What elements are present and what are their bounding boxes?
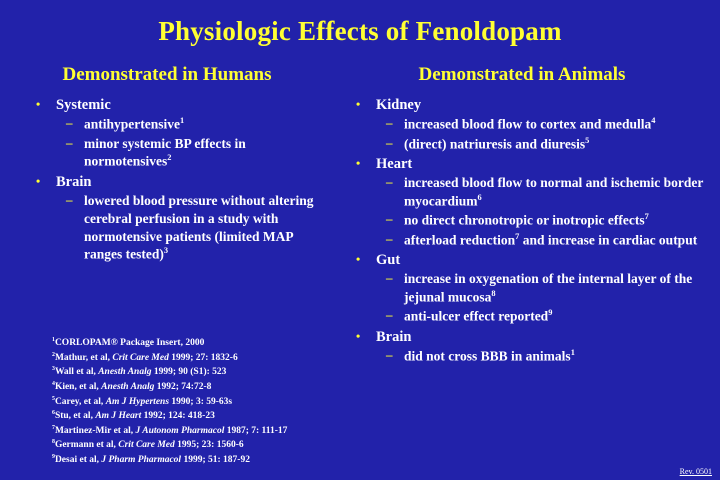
sub-bullet-text: no direct chronotropic or inotropic effects (404, 212, 645, 228)
reference-superscript: 3 (163, 246, 169, 256)
bullet-label: Heart (376, 155, 413, 172)
reference-citation: 1990; 3: 59-63s (169, 396, 233, 407)
bullet-label: Brain (376, 328, 412, 345)
reference-citation: 1999; 90 (S1): 523 (151, 367, 227, 378)
sub-bullet-marker-icon: – (386, 270, 393, 286)
page-title: Physiologic Effects of Fenoldopam (158, 16, 562, 46)
bullet-label: Brain (56, 173, 92, 190)
reference-superscript: 6 (477, 193, 482, 202)
reference-number: 5 (52, 395, 55, 402)
bullet-marker-icon: • (356, 97, 361, 111)
reference-entry (52, 365, 332, 380)
reference-number: 1 (52, 337, 55, 343)
reference-entry (52, 380, 332, 395)
sub-bullet-item (376, 231, 712, 249)
sub-bullet-item (376, 270, 712, 306)
bullet-item (12, 96, 332, 171)
sub-bullet-list (376, 347, 712, 365)
sub-bullet-marker-icon: – (386, 346, 393, 362)
sub-bullet-item (376, 307, 712, 325)
reference-journal: J Autonom Pharmacol (135, 426, 225, 436)
sub-bullet-marker-icon: – (386, 230, 393, 246)
reference-citation: 1992; 124: 418-23 (141, 411, 215, 422)
sub-bullet-marker-icon: – (386, 307, 393, 323)
sub-bullet-text-tail: and increase in cardiac output (519, 232, 698, 248)
sub-bullet-list (376, 174, 712, 249)
reference-authors: Desai et al, (54, 455, 102, 466)
sub-bullet-item (376, 211, 712, 229)
sub-bullet-marker-icon: – (66, 192, 73, 207)
sub-bullet-text: increase in oxygenation of the internal layer of the jejunal mucosa (404, 271, 693, 305)
sub-bullet-text: lowered blood pressure without altering cerebral perfusion in a study with normotensive patients (limited MAP ranges tested) (84, 193, 314, 262)
column-humans (12, 64, 332, 266)
sub-bullet-item (376, 347, 712, 365)
bullet-marker-icon: • (356, 155, 361, 170)
reference-entry (52, 336, 332, 351)
reference-superscript: 5 (585, 135, 590, 145)
reference-authors: Carey, et al, (54, 396, 106, 407)
reference-superscript: 1 (180, 116, 185, 126)
reference-superscript: 8 (491, 289, 496, 299)
reference-superscript: 9 (548, 308, 553, 318)
sub-bullet-text: increased blood flow to cortex and medulla (404, 116, 652, 132)
reference-number: 8 (52, 439, 55, 446)
reference-number: 9 (52, 454, 55, 461)
reference-authors: Martinez-Mir et al, (54, 426, 136, 436)
reference-journal: J Pharm Pharmacol (101, 455, 182, 466)
sub-bullet-marker-icon: – (386, 211, 393, 227)
sub-bullet-text: did not cross BBB in animals (404, 348, 571, 364)
bullet-marker-icon: • (356, 251, 361, 266)
bullet-item (332, 251, 712, 326)
sub-bullet-text: antihypertensive (84, 116, 180, 132)
bullet-item (12, 173, 332, 264)
reference-entry (52, 453, 332, 468)
sub-bullet-marker-icon: – (386, 115, 393, 131)
reference-number: 6 (52, 410, 55, 417)
reference-citation: 1999; 51: 187-92 (181, 455, 250, 466)
column-heading-animals: Demonstrated in Animals (418, 64, 626, 85)
reference-authors: CORLOPAM® Package Insert, 2000 (54, 338, 205, 349)
reference-journal: Crit Care Med (112, 352, 169, 363)
bullet-item (332, 155, 712, 249)
reference-journal: Crit Care Med (118, 440, 175, 451)
reference-superscript: 4 (651, 116, 656, 126)
reference-superscript: 2 (167, 153, 172, 163)
reference-entry (52, 438, 332, 453)
sub-bullet-marker-icon: – (386, 174, 393, 190)
reference-authors: Germann et al, (54, 440, 119, 451)
sub-bullet-item (376, 135, 712, 153)
bullet-item (332, 328, 712, 366)
reference-citation: 1999; 27: 1832-6 (168, 352, 238, 363)
reference-citation: 1992; 74:72-8 (154, 382, 212, 393)
reference-authors: Kien, et al, (54, 382, 102, 393)
sub-bullet-list (376, 115, 712, 153)
sub-bullet-text: increased blood flow to normal and ischemic border myocardium (404, 175, 704, 209)
references-list (52, 336, 332, 468)
bullet-item (332, 96, 712, 153)
column-heading-humans: Demonstrated in Humans (62, 64, 272, 85)
bullet-label: Kidney (376, 97, 422, 113)
reference-entry (52, 424, 332, 439)
sub-bullet-text: afterload reduction (404, 232, 516, 248)
sub-bullet-list (56, 115, 332, 170)
reference-entry (52, 395, 332, 410)
sub-bullet-text: anti-ulcer effect reported (404, 308, 549, 324)
bullet-list-humans (12, 96, 332, 264)
sub-bullet-item (376, 115, 712, 133)
sub-bullet-item (56, 192, 332, 264)
reference-entry (52, 351, 332, 366)
reference-journal: Am J Heart (95, 411, 142, 422)
bullet-marker-icon: • (356, 328, 361, 343)
sub-bullet-item (56, 115, 332, 133)
reference-journal: Anesth Analg (101, 382, 155, 393)
bullet-marker-icon: • (36, 97, 41, 111)
sub-bullet-list (56, 192, 332, 264)
sub-bullet-item (376, 174, 712, 210)
sub-bullet-marker-icon: – (386, 134, 393, 150)
reference-citation: 1995; 23: 1560-6 (174, 440, 244, 451)
sub-bullet-item (56, 135, 332, 171)
reference-authors: Mathur, et al, (54, 352, 113, 363)
bullet-list-animals (332, 96, 712, 365)
reference-entry (52, 409, 332, 424)
bullet-label: Gut (376, 251, 401, 268)
reference-authors: Wall et al, (54, 367, 99, 378)
reference-superscript: 7 (644, 212, 649, 222)
revision-label: Rev. 0501 (679, 467, 712, 476)
sub-bullet-text: minor systemic BP effects in normotensives (84, 135, 246, 169)
reference-superscript: 7 (515, 231, 520, 241)
sub-bullet-list (376, 270, 712, 325)
sub-bullet-text: (direct) natriuresis and diuresis (404, 136, 586, 152)
reference-journal: Anesth Analg (98, 367, 152, 378)
reference-citation: 1987; 7: 111-17 (224, 426, 288, 436)
sub-bullet-marker-icon: – (66, 134, 73, 150)
reference-number: 7 (52, 424, 55, 431)
column-animals (332, 64, 712, 367)
bullet-marker-icon: • (36, 173, 41, 188)
reference-number: 4 (52, 380, 55, 387)
reference-number: 3 (52, 366, 55, 373)
bullet-label: Systemic (56, 97, 111, 113)
reference-superscript: 1 (570, 347, 575, 357)
reference-number: 2 (52, 351, 55, 358)
reference-journal: Am J Hypertens (105, 396, 170, 407)
sub-bullet-marker-icon: – (66, 115, 73, 131)
reference-authors: Stu, et al, (54, 411, 96, 422)
